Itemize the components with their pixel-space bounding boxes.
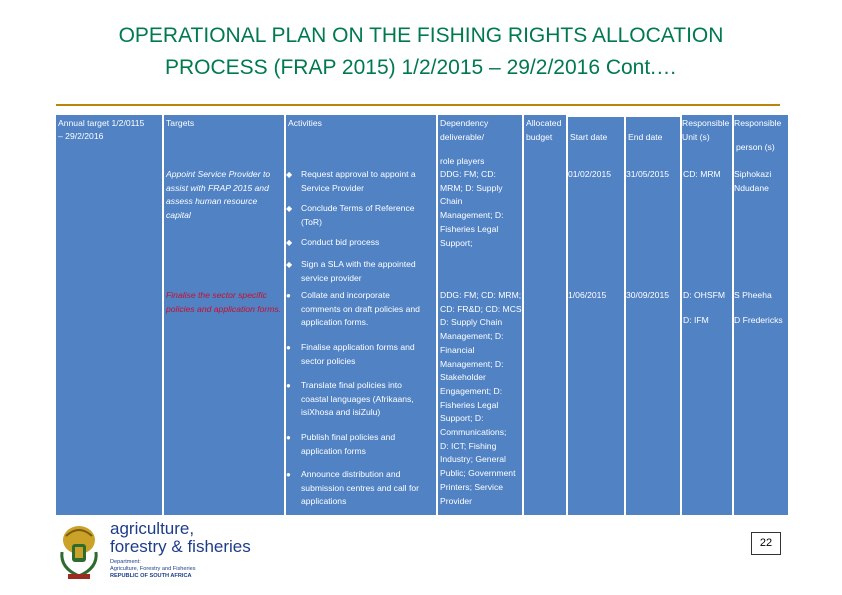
col-budget (524, 115, 566, 515)
row1-responsible-unit: CD: MRM (683, 169, 721, 179)
coat-of-arms-logo (56, 522, 102, 584)
bullet-icon: ● (286, 433, 291, 442)
row1-activity-1: Request approval to appoint a Service Provider (301, 169, 416, 193)
brand-wordmark: agriculture, forestry & fisheries (110, 519, 251, 556)
row1-activity-2: Conclude Terms of Reference (ToR) (301, 203, 415, 227)
bullet-icon: ● (286, 343, 291, 352)
row2-responsible-unit-2: D: IFM (683, 315, 709, 325)
row2-start-date: 1/06/2015 (568, 290, 607, 300)
header-allocated: Allocated (526, 118, 562, 128)
slide-title (0, 20, 842, 84)
bullet-icon: ◆ (286, 238, 293, 247)
bullet-icon: ● (286, 381, 291, 390)
page-number: 22 (751, 532, 781, 555)
header-dependency: Dependency (440, 118, 489, 128)
header-activities: Activities (288, 118, 322, 128)
row2-activity-4: Publish final policies and application forms (301, 432, 396, 456)
header-dependency-3: role players (440, 156, 485, 166)
row1-start-date: 01/02/2015 (568, 169, 612, 179)
header-responsible-unit: Responsible (682, 118, 730, 128)
header-dependency-2: deliverable/ (440, 132, 484, 142)
row2-responsible-person-2: D Fredericks (734, 315, 783, 325)
row1-dependency: DDG: FM; CD: MRM; D: Supply Chain Management; D: Fisheries Legal Support; (440, 169, 504, 248)
header-responsible-person: Responsible (734, 118, 782, 128)
row1-end-date: 31/05/2015 (626, 169, 670, 179)
operational-plan-table (56, 115, 788, 515)
row1-activity-4: Sign a SLA with the appointed service provider (301, 259, 416, 283)
header-separator (568, 115, 680, 117)
row1-responsible-person: Siphokazi Ndudane (734, 169, 772, 193)
row2-responsible-unit-1: D: OHSFM (683, 290, 726, 300)
header-annual-target: Annual target 1/2/0115 (58, 118, 145, 128)
header-budget: budget (526, 132, 553, 142)
title-line-2: PROCESS (FRAP 2015) 1/2/2015 – 29/2/2016 Cont.… (164, 56, 678, 79)
row2-activity-5: Announce distribution and submission centres and call for applications (301, 469, 419, 507)
row2-activity-1: Collate and incorporate comments on draft policies and application forms. (301, 290, 420, 328)
title-divider (56, 104, 780, 106)
row2-responsible-person-1: S Pheeha (734, 290, 772, 300)
header-targets: Targets (166, 118, 195, 128)
header-annual-target-2: – 29/2/2016 (58, 131, 104, 141)
bullet-icon: ◆ (286, 170, 293, 179)
header-end-date: End date (628, 132, 663, 142)
row2-activity-2: Finalise application forms and sector policies (301, 342, 415, 366)
row2-end-date: 30/09/2015 (626, 290, 670, 300)
col-annual-target (56, 115, 162, 515)
row2-target: Finalise the sector specific policies and application forms. (166, 290, 282, 314)
department-label: Department: Agriculture, Forestry and Fisheries REPUBLIC OF SOUTH AFRICA (110, 559, 196, 579)
row2-activity-3: Translate final policies into coastal languages (Afrikaans, isiXhosa and isiZulu) (301, 380, 414, 418)
title-line-1: OPERATIONAL PLAN ON THE FISHING RIGHTS ALLOCATION (118, 24, 724, 47)
row2-dependency: DDG: FM; CD: MRM; CD: FR&D; CD: MCS; D: Supply Chain Management; D: Financial Management; D: Stakeholder Engagement; D: Fisheries Legal Support; D: Communications; D: ICT; Fishing Industry; General Public; Government Printers; Service Provider (440, 290, 525, 506)
bullet-icon: ◆ (286, 204, 293, 213)
bullet-icon: ● (286, 291, 291, 300)
header-responsible-person-2: person (s) (736, 142, 775, 152)
header-responsible-unit-2: Unit (s) (682, 132, 710, 142)
header-start-date: Start date (570, 132, 608, 142)
row1-target: Appoint Service Provider to assist with FRAP 2015 and assess human resource capital (166, 169, 271, 221)
bullet-icon: ◆ (286, 260, 293, 269)
row1-activity-3: Conduct bid process (301, 237, 380, 247)
bullet-icon: ● (286, 470, 291, 479)
